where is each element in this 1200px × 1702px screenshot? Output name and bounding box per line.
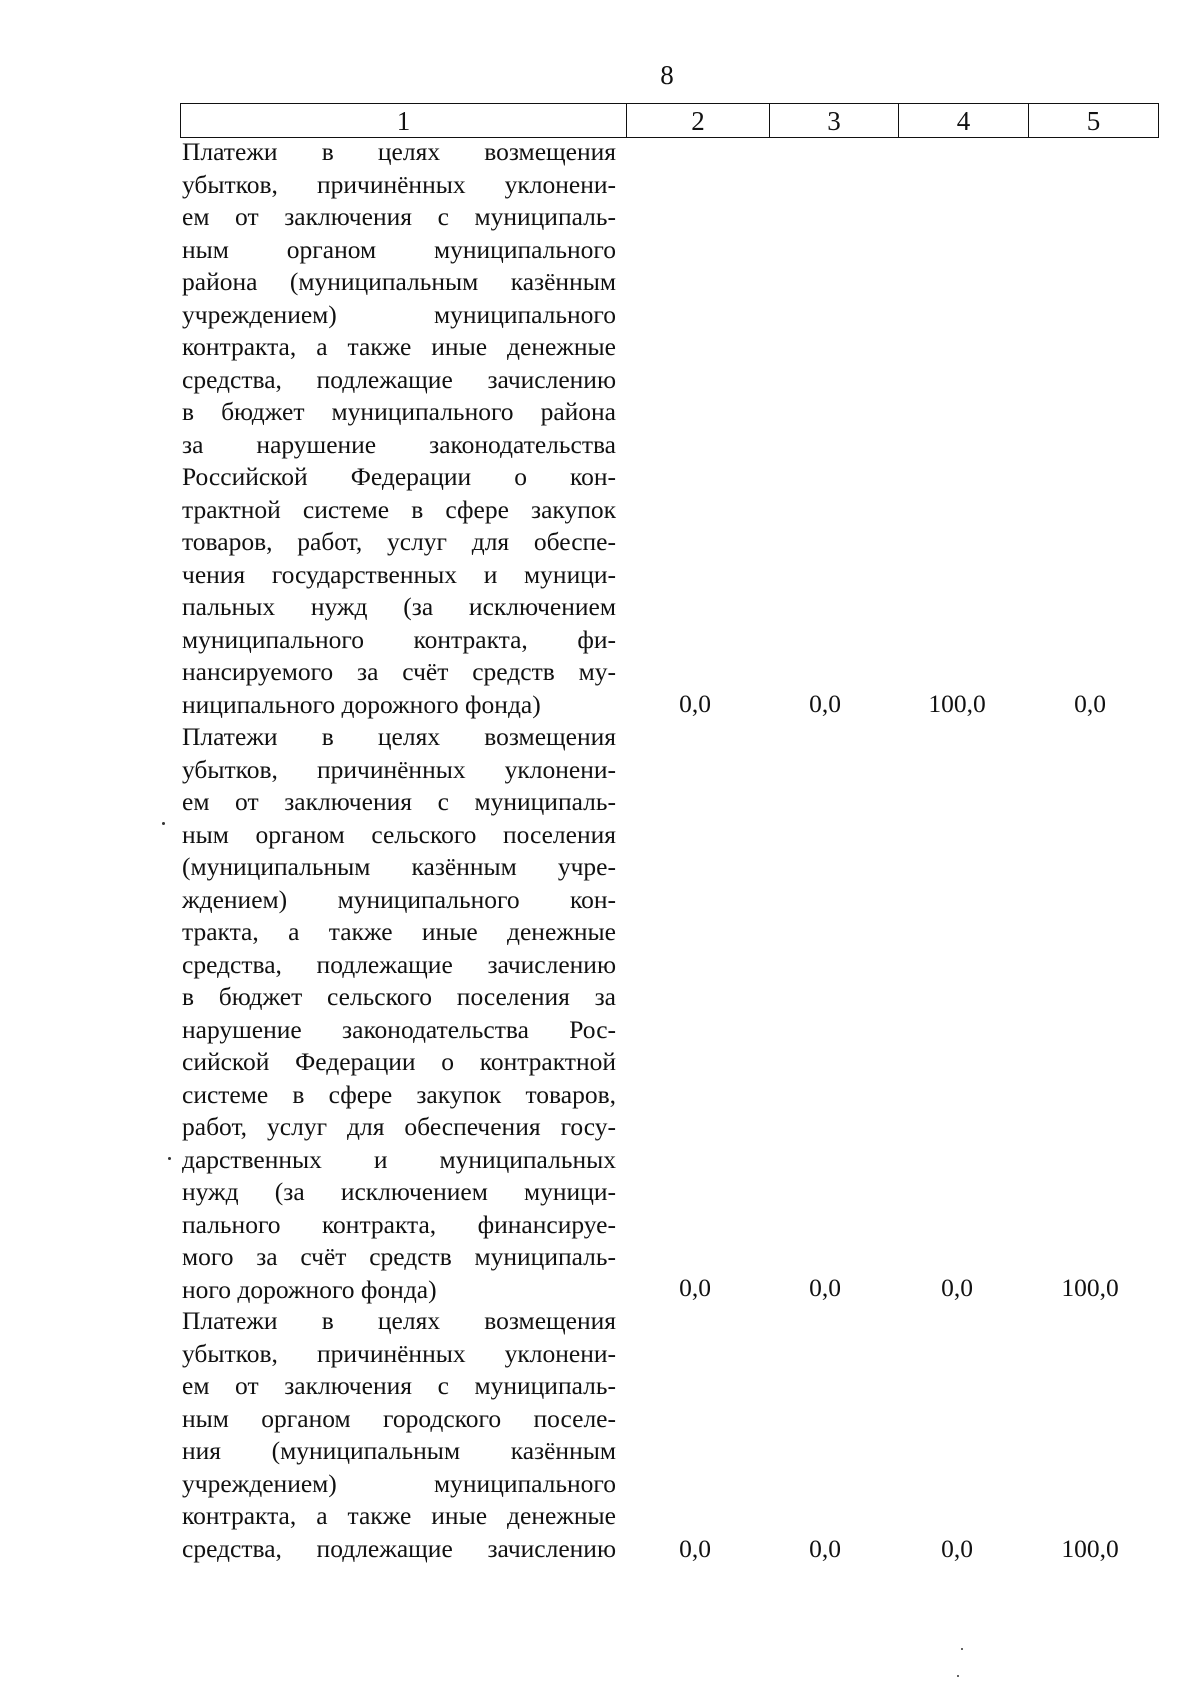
text-line: Платежи в целях возмещения — [182, 722, 616, 751]
header-cell-5: 5 — [1029, 104, 1159, 138]
text-line: Платежи в целях возмещения — [182, 1306, 616, 1335]
text-line: убытков, причинённых уклонени- — [182, 169, 616, 199]
text-line: ным органом муниципального — [182, 234, 616, 264]
text-line: товаров, работ, услуг для обеспе- — [182, 527, 616, 556]
table-row-3-col-2-value: 0,0 — [679, 1534, 711, 1563]
header-cell-1: 1 — [181, 104, 627, 138]
table-header — [180, 103, 1159, 138]
table-row-1-description — [182, 136, 616, 721]
text-line: пальных нужд (за исключением — [182, 592, 616, 621]
text-line: средства, подлежащие зачислению — [182, 1533, 616, 1563]
text-line: нарушение законодательства Рос- — [182, 1014, 616, 1044]
header-cell-2: 2 — [627, 104, 770, 138]
scan-speck — [168, 1157, 171, 1160]
header-cell-3: 3 — [770, 104, 899, 138]
text-line: Российской Федерации о кон- — [182, 462, 616, 491]
text-line: убытков, причинённых уклонени- — [182, 1338, 616, 1368]
text-line: контракта, а также иные денежные — [182, 332, 616, 361]
text-line: учреждением) муниципального — [182, 299, 616, 329]
text-line: учреждением) муниципального — [182, 1468, 616, 1498]
table-row-2-description — [182, 721, 616, 1306]
table-row-2-col-2-value: 0,0 — [679, 1273, 711, 1302]
text-line: тракта, а также иные денежные — [182, 917, 616, 946]
table-row-1-col-3-value: 0,0 — [809, 689, 841, 718]
table-row-2-col-3-value: 0,0 — [809, 1273, 841, 1302]
text-line: дарственных и муниципальных — [182, 1144, 616, 1174]
table-row-1-col-2-value: 0,0 — [679, 689, 711, 718]
table-row-3-col-5-value: 100,0 — [1061, 1534, 1119, 1563]
scan-speck — [957, 1675, 959, 1677]
text-line: средства, подлежащие зачислению — [182, 364, 616, 394]
table-row-1-col-5-value: 0,0 — [1074, 689, 1106, 718]
text-line: в бюджет сельского поселения за — [182, 982, 616, 1011]
text-line: ждением) муниципального кон- — [182, 884, 616, 914]
table-row-3-col-4-value: 0,0 — [941, 1534, 973, 1563]
text-line: за нарушение законодательства — [182, 429, 616, 459]
text-line: (муниципальным казённым учре- — [182, 852, 616, 881]
table-row-2-col-4-value: 0,0 — [941, 1273, 973, 1302]
text-line: сийской Федерации о контрактной — [182, 1047, 616, 1076]
table-row-3-description — [182, 1305, 616, 1565]
text-line: чения государственных и муници- — [182, 559, 616, 589]
scan-speck — [961, 1648, 963, 1650]
text-line: контракта, а также иные денежные — [182, 1501, 616, 1530]
text-line: трактной системе в сфере закупок — [182, 494, 616, 524]
text-line: нужд (за исключением муници- — [182, 1177, 616, 1206]
table-row-3-col-3-value: 0,0 — [809, 1534, 841, 1563]
page-number: 8 — [660, 60, 674, 90]
header-row — [181, 104, 1159, 138]
text-line: муниципального контракта, фи- — [182, 624, 616, 654]
text-line: средства, подлежащие зачислению — [182, 949, 616, 979]
text-line: ным органом сельского поселения — [182, 819, 616, 849]
text-line: ного дорожного фонда) — [182, 1274, 437, 1304]
text-line: ем от заключения с муниципаль- — [182, 202, 616, 231]
text-line: ния (муниципальным казённым — [182, 1436, 616, 1465]
text-line: в бюджет муниципального района — [182, 397, 616, 426]
scan-speck — [162, 822, 165, 825]
header-cell-4: 4 — [899, 104, 1029, 138]
table-row-1-col-4-value: 100,0 — [928, 689, 986, 718]
text-line: убытков, причинённых уклонени- — [182, 754, 616, 784]
text-line: ем от заключения с муниципаль- — [182, 1371, 616, 1400]
text-line: мого за счёт средств муниципаль- — [182, 1242, 616, 1271]
text-line: работ, услуг для обеспечения госу- — [182, 1112, 616, 1141]
text-line: ем от заключения с муниципаль- — [182, 787, 616, 816]
text-line: пального контракта, финансируе- — [182, 1209, 616, 1239]
table-row-2-col-5-value: 100,0 — [1061, 1273, 1119, 1302]
text-line: ниципального дорожного фонда) — [182, 689, 541, 719]
text-line: нансируемого за счёт средств му- — [182, 657, 616, 686]
text-line: Платежи в целях возмещения — [182, 137, 616, 166]
text-line: ным органом городского поселе- — [182, 1403, 616, 1433]
text-line: района (муниципальным казённым — [182, 267, 616, 296]
text-line: системе в сфере закупок товаров, — [182, 1079, 616, 1109]
